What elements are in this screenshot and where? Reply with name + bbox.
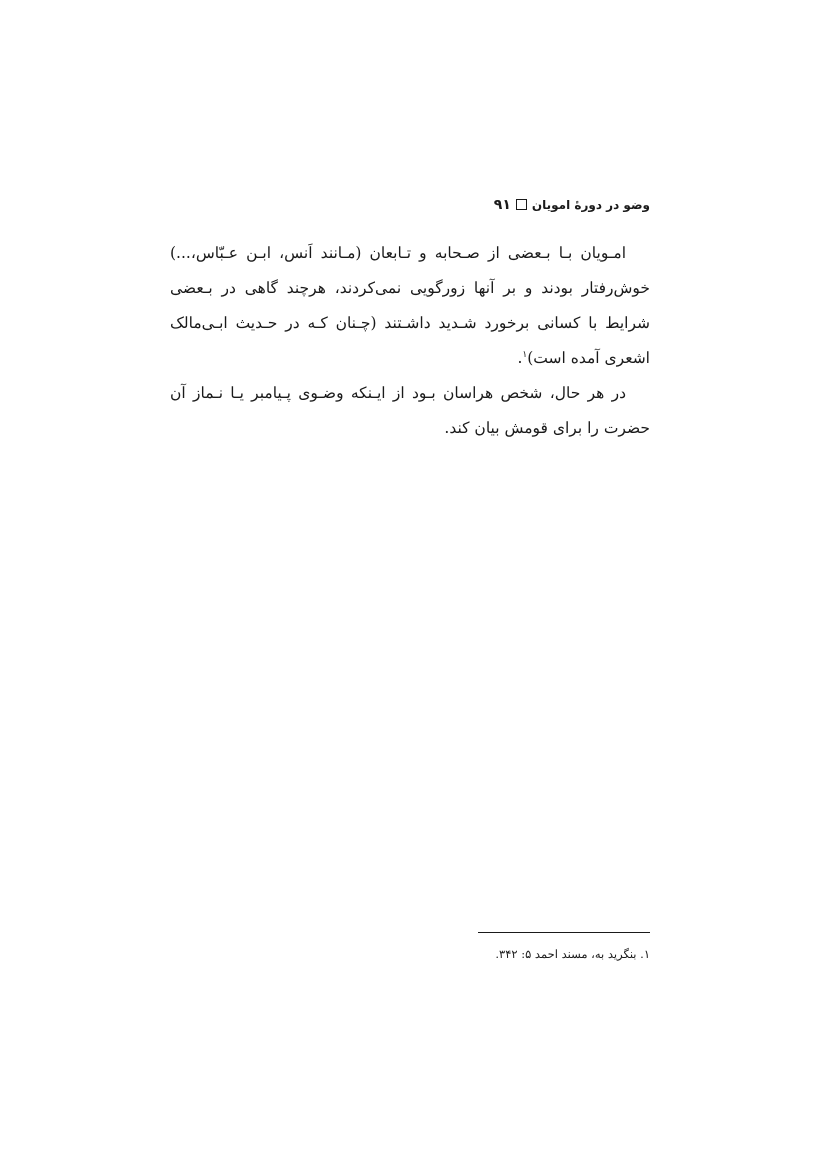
paragraph	[170, 376, 650, 446]
footnote	[170, 945, 650, 963]
paragraph	[170, 236, 650, 376]
square-ornament-icon	[516, 199, 527, 210]
footnote-number: ۱.	[640, 947, 650, 961]
page-number: ۹۱	[493, 197, 511, 213]
footnote-text: بنگرید به، مسند احمد ۵: ۳۴۲.	[495, 947, 637, 961]
body-text	[170, 236, 650, 446]
paragraph-text: امـویان بـا بـعضی از صـحابه و تـابعان (مـانند اَنس، ابـن عـبّاس،...) خوش‌رفتار بودند و بر آنها زورگویی نمی‌کردند، هرچند گاهی در بـعضی شرایط با کسانی برخورد شـدید داشـتند (چـنان کـه در حـدیث ابـی‌مالک اشعری آمده است)	[170, 244, 650, 367]
running-head-title: وضو در دورهٔ امویان	[531, 198, 650, 212]
running-head	[170, 196, 650, 214]
paragraph-end-punctuation: .	[517, 349, 523, 367]
paragraph-text: در هر حال، شخص هراسان بـود از ایـنکه وضـوی پـیامبر یـا نـماز آن حضرت را برای قومش بیان کند.	[170, 384, 650, 437]
footnote-divider	[478, 932, 650, 933]
footnote-reference: ۱	[522, 349, 528, 360]
